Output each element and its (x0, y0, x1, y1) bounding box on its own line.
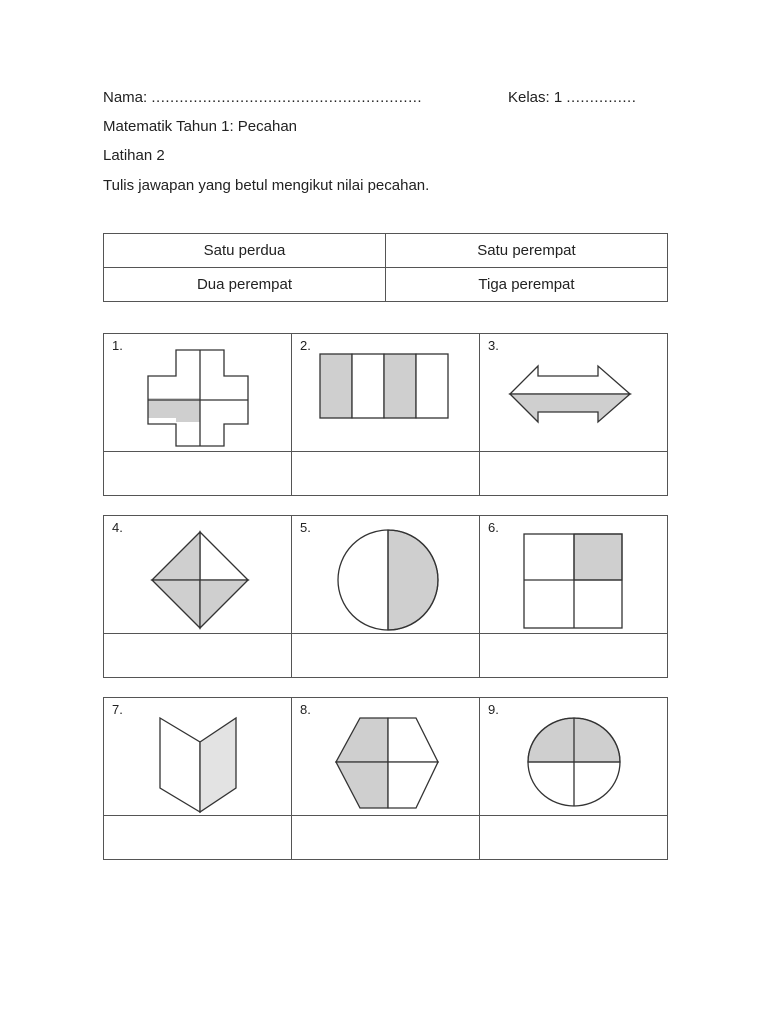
question-number: 1. (112, 338, 123, 353)
question-number: 2. (300, 338, 311, 353)
answer-box[interactable] (292, 634, 480, 678)
word-bank-cell: Satu perdua (104, 234, 386, 268)
question-number: 7. (112, 702, 123, 717)
name-label: Nama: (103, 89, 148, 106)
question-3-figure-cell (480, 334, 668, 452)
word-bank-cell: Tiga perempat (386, 268, 668, 302)
answer-box[interactable] (292, 452, 480, 496)
answer-box[interactable] (104, 816, 292, 860)
question-2-figure-cell (292, 334, 480, 452)
question-9-figure-cell (480, 698, 668, 816)
question-grid-row-2 (103, 515, 668, 678)
question-number: 6. (488, 520, 499, 535)
answer-box[interactable] (480, 816, 668, 860)
cross-icon (104, 334, 292, 451)
hexagon-icon (292, 698, 480, 815)
question-number: 5. (300, 520, 311, 535)
rectangle-strips-icon (292, 334, 480, 451)
question-number: 9. (488, 702, 499, 717)
circle-quarters-icon (480, 698, 668, 815)
word-bank-cell: Dua perempat (104, 268, 386, 302)
question-5-figure-cell (292, 516, 480, 634)
answer-box[interactable] (292, 816, 480, 860)
circle-halves-icon (292, 516, 480, 633)
class-label: Kelas: 1 (508, 89, 563, 106)
exercise-title: Latihan 2 (103, 147, 165, 164)
question-grid-row-1 (103, 333, 668, 496)
question-number: 4. (112, 520, 123, 535)
word-bank-cell: Satu perempat (386, 234, 668, 268)
question-number: 8. (300, 702, 311, 717)
name-field[interactable]: .......................................................... (151, 89, 423, 106)
answer-box[interactable] (104, 452, 292, 496)
question-4-figure-cell (104, 516, 292, 634)
question-grid-row-3 (103, 697, 668, 860)
double-arrow-icon (480, 334, 668, 451)
subject-title: Matematik Tahun 1: Pecahan (103, 118, 298, 135)
diamond-icon (104, 516, 292, 633)
question-7-figure-cell (104, 698, 292, 816)
answer-box[interactable] (480, 452, 668, 496)
answer-box[interactable] (104, 634, 292, 678)
question-number: 3. (488, 338, 499, 353)
class-field[interactable]: ............... (566, 89, 637, 106)
square-quarters-icon (480, 516, 668, 633)
chevron-icon (104, 698, 292, 815)
instruction-text: Tulis jawapan yang betul mengikut nilai pecahan. (103, 177, 430, 194)
name-line (103, 89, 422, 106)
question-8-figure-cell (292, 698, 480, 816)
answer-box[interactable] (480, 634, 668, 678)
class-line (508, 89, 636, 106)
question-1-figure-cell (104, 334, 292, 452)
question-6-figure-cell (480, 516, 668, 634)
word-bank-table (103, 233, 668, 302)
